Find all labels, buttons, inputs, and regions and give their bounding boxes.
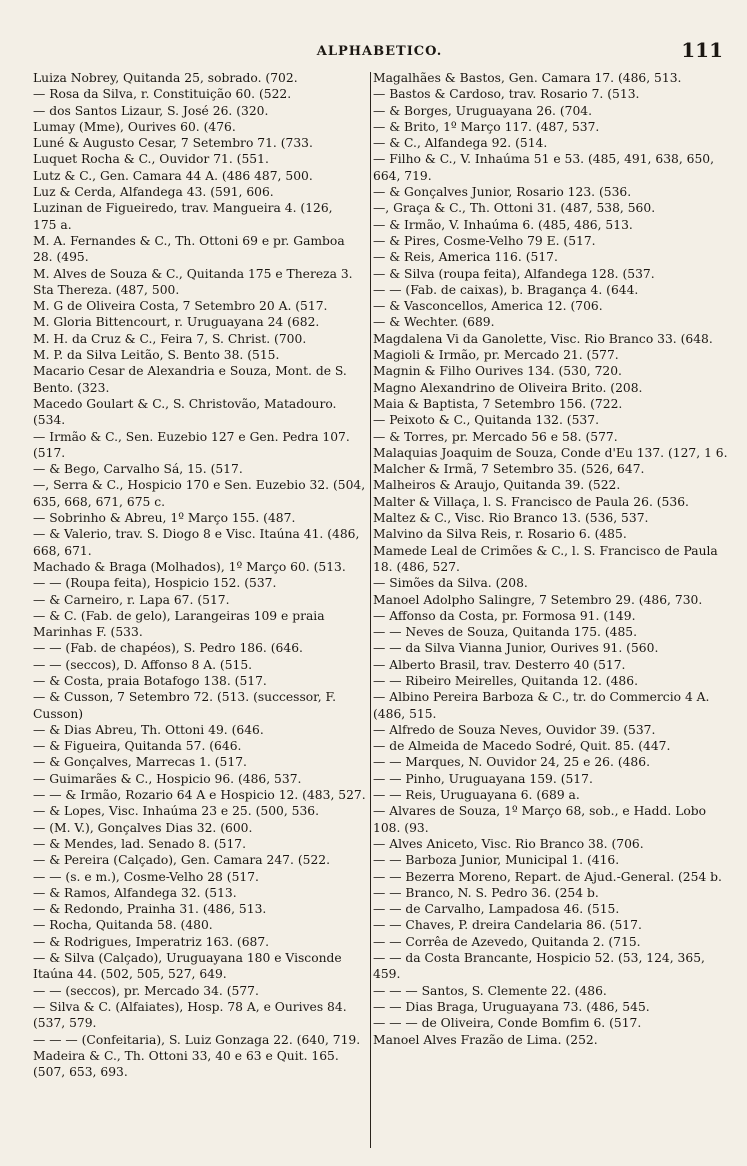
directory-entry: — & Pereira (Calçado), Gen. Camara 247. (522.: [33, 853, 330, 868]
directory-entry: — — Reis, Uruguayana 6. (689 a.: [373, 788, 580, 803]
directory-entry: — — Marques, N. Ouvidor 24, 25 e 26. (486.: [373, 755, 650, 770]
directory-entry: Lumay (Mme), Ourives 60. (476.: [33, 119, 236, 134]
directory-entry: Malvino da Silva Reis, r. Rosario 6. (485.: [373, 527, 627, 542]
directory-entry: — Irmão & C., Sen. Euzebio 127 e Gen. Pedra 107. (517.: [33, 429, 350, 460]
directory-entry: M. H. da Cruz & C., Feira 7, S. Christ. (700.: [33, 331, 307, 346]
directory-entry: Magalhães & Bastos, Gen. Camara 17. (486, 513.: [373, 71, 682, 85]
directory-columns: [33, 70, 734, 1150]
directory-entry: — — — (Confeitaria), S. Luiz Gonzaga 22. (640, 719.: [33, 1032, 361, 1047]
directory-entry: — & Cusson, 7 Setembro 72. (513. (successor, F. Cusson): [33, 690, 337, 721]
directory-entry: — — — de Oliveira, Conde Bomfim 6. (517.: [373, 1016, 642, 1031]
directory-entry: — & Costa, praia Botafogo 138. (517.: [33, 673, 267, 688]
directory-entry: — Alfredo de Souza Neves, Ouvidor 39. (537.: [373, 722, 656, 737]
directory-entry: Lutz & C., Gen. Camara 44 A. (486 487, 500.: [33, 168, 313, 183]
directory-entry: — & Borges, Uruguayana 26. (704.: [373, 103, 593, 118]
directory-entry: — — Neves de Souza, Quitanda 175. (485.: [373, 625, 638, 640]
directory-entry: Maltez & C., Visc. Rio Branco 13. (536, 537.: [373, 511, 649, 526]
directory-entry: — — Corrêa de Azevedo, Quitanda 2. (715.: [373, 934, 641, 949]
directory-entry: Malcher & Irmã, 7 Setembro 35. (526, 647.: [373, 462, 645, 477]
directory-entry: — & Silva (roupa feita), Alfandega 128. (537.: [373, 266, 655, 281]
directory-entry: —, Graça & C., Th. Ottoni 31. (487, 538, 560.: [373, 201, 656, 216]
page-number: 111: [681, 38, 723, 62]
directory-entry: Magioli & Irmão, pr. Mercado 21. (577.: [373, 348, 619, 363]
directory-entry: — & Mendes, lad. Senado 8. (517.: [33, 836, 247, 851]
directory-entry: Manoel Adolpho Salingre, 7 Setembro 29. (486, 730.: [373, 592, 703, 607]
directory-entry: — — Dias Braga, Uruguayana 73. (486, 545.: [373, 999, 650, 1014]
directory-entry: — — (seccos), D. Affonso 8 A. (515.: [33, 657, 253, 672]
directory-entry: — & Torres, pr. Mercado 56 e 58. (577.: [373, 429, 618, 444]
directory-entry: Manoel Alves Frazão de Lima. (252.: [373, 1032, 598, 1047]
directory-entry: — & Gonçalves, Marrecas 1. (517.: [33, 755, 247, 770]
directory-entry: — & Figueira, Quitanda 57. (646.: [33, 739, 242, 754]
directory-entry: — — — Santos, S. Clemente 22. (486.: [373, 983, 607, 998]
directory-entry: — — Barboza Junior, Municipal 1. (416.: [373, 853, 620, 868]
directory-entry: Malter & Villaça, l. S. Francisco de Paula 26. (536.: [373, 494, 689, 509]
directory-entry: Luiza Nobrey, Quitanda 25, sobrado. (702.: [33, 71, 298, 85]
directory-entry: — & Valerio, trav. S. Diogo 8 e Visc. Itaúna 41. (486, 668, 671.: [33, 527, 360, 558]
directory-entry: — & C., Alfandega 92. (514.: [373, 136, 548, 151]
directory-entry: — — Ribeiro Meirelles, Quitanda 12. (486.: [373, 673, 638, 688]
directory-entry: — — (s. e m.), Cosme-Velho 28 (517.: [33, 869, 259, 884]
directory-entry: — — (Fab. de caixas), b. Bragança 4. (644.: [373, 282, 639, 297]
directory-entry: — & C. (Fab. de gelo), Larangeiras 109 e praia Marinhas F. (533.: [33, 608, 325, 640]
directory-entry: — & Irmão, V. Inhaúma 6. (485, 486, 513.: [373, 217, 633, 232]
directory-entry: — Rosa da Silva, r. Constituição 60. (522.: [33, 87, 292, 102]
directory-entry: — Rocha, Quitanda 58. (480.: [33, 918, 213, 933]
directory-entry: — & Brito, 1º Março 117. (487, 537.: [373, 119, 600, 134]
directory-entry: — Alves Aniceto, Visc. Rio Branco 38. (706.: [373, 836, 644, 851]
directory-entry: — — (Roupa feita), Hospicio 152. (537.: [33, 576, 277, 591]
directory-entry: Mamede Leal de Crimões & C., l. S. Francisco de Paula 18. (486, 527.: [373, 543, 718, 574]
directory-entry: — & Dias Abreu, Th. Ottoni 49. (646.: [33, 722, 264, 737]
directory-entry: — Guimarães & C., Hospicio 96. (486, 537.: [33, 771, 302, 786]
directory-entry: — & Ramos, Alfandega 32. (513.: [33, 885, 237, 900]
directory-entry: Magdalena Vi da Ganolette, Visc. Rio Branco 33. (648.: [373, 331, 713, 346]
directory-entry: M. A. Fernandes & C., Th. Ottoni 69 e pr. Gamboa 28. (495.: [33, 233, 345, 265]
directory-entry: — — da Costa Brancante, Hospicio 52. (53, 124, 365, 459.: [373, 951, 705, 982]
directory-entry: — & Carneiro, r. Lapa 67. (517.: [33, 592, 230, 607]
directory-entry: Luz & Cerda, Alfandega 43. (591, 606.: [33, 185, 274, 200]
directory-entry: — — & Irmão, Rozario 64 A e Hospicio 12. (483, 527.: [33, 788, 366, 803]
directory-entry: — Sobrinho & Abreu, 1º Março 155. (487.: [33, 511, 296, 526]
directory-entry: — & Bego, Carvalho Sá, 15. (517.: [33, 462, 243, 477]
directory-entry: M. Alves de Souza & C., Quitanda 175 e Thereza 3. Sta Thereza. (487, 500.: [33, 266, 353, 297]
directory-entry: Luné & Augusto Cesar, 7 Setembro 71. (733.: [33, 136, 313, 151]
directory-entry: — Peixoto & C., Quitanda 132. (537.: [373, 413, 599, 428]
directory-entry: — — Branco, N. S. Pedro 36. (254 b.: [373, 885, 599, 900]
directory-entry: Madeira & C., Th. Ottoni 33, 40 e 63 e Quit. 165. (507, 653, 693.: [33, 1048, 339, 1080]
directory-entry: — & Silva (Calçado), Uruguayana 180 e Visconde Itaúna 44. (502, 505, 527, 649.: [33, 951, 342, 982]
directory-entry: Luquet Rocha & C., Ouvidor 71. (551.: [33, 152, 269, 167]
directory-entry: — & Rodrigues, Imperatriz 163. (687.: [33, 934, 270, 949]
directory-entry: — Alberto Brasil, trav. Desterro 40 (517.: [373, 657, 626, 672]
directory-entry: Macedo Goulart & C., S. Christovão, Matadouro. (534.: [33, 396, 337, 428]
directory-entry: — Alvares de Souza, 1º Março 68, sob., e Hadd. Lobo 108. (93.: [373, 804, 707, 835]
directory-entry: Malheiros & Araujo, Quitanda 39. (522.: [373, 478, 621, 493]
directory-entry: 175 a.: [33, 217, 72, 232]
page-header: [32, 38, 727, 68]
directory-entry: Magno Alexandrino de Oliveira Brito. (208.: [373, 380, 643, 395]
directory-entry: — — da Silva Vianna Junior, Ourives 91. (560.: [373, 641, 659, 656]
directory-entry: — & Lopes, Visc. Inhaúma 23 e 25. (500, 536.: [33, 804, 320, 819]
directory-entry: — — de Carvalho, Lampadosa 46. (515.: [373, 902, 620, 917]
directory-entry: — Simões da Silva. (208.: [373, 576, 528, 591]
directory-entry: — — Pinho, Uruguayana 159. (517.: [373, 771, 593, 786]
directory-entry: — — (Fab. de chapéos), S. Pedro 186. (646.: [33, 641, 303, 656]
directory-entry: — — (seccos), pr. Mercado 34. (577.: [33, 983, 259, 998]
directory-entry: Machado & Braga (Molhados), 1º Março 60. (513.: [33, 559, 346, 574]
directory-entry: — Silva & C. (Alfaiates), Hosp. 78 A, e Ourives 84. (537, 579.: [33, 999, 347, 1031]
directory-entry: Malaquias Joaquim de Souza, Conde d'Eu 137. (127, 1 6.: [373, 445, 728, 460]
directory-entry: M. Gloria Bittencourt, r. Uruguayana 24 (682.: [33, 315, 320, 330]
directory-entry: — — Bezerra Moreno, Repart. de Ajud.-General. (254 b.: [373, 869, 722, 884]
column-divider: [370, 72, 371, 1148]
directory-entry: — dos Santos Lizaur, S. José 26. (320.: [33, 103, 269, 118]
directory-entry: —, Serra & C., Hospicio 170 e Sen. Euzebio 32. (504, 635, 668, 671, 675 c.: [33, 478, 366, 509]
directory-entry: Magnin & Filho Ourives 134. (530, 720.: [373, 364, 622, 379]
running-title: ALPHABETICO.: [316, 44, 443, 59]
directory-entry: M. P. da Silva Leitão, S. Bento 38. (515.: [33, 348, 280, 363]
directory-entry: — Filho & C., V. Inhaúma 51 e 53. (485, 491, 638, 650, 664, 719.: [373, 152, 715, 183]
directory-entry: Luzinan de Figueiredo, trav. Mangueira 4. (126,: [33, 201, 333, 216]
directory-entry: — — Chaves, P. dreira Candelaria 86. (517.: [373, 918, 642, 933]
directory-entry: — & Redondo, Prainha 31. (486, 513.: [33, 902, 267, 917]
directory-entry: — & Pires, Cosme-Velho 79 E. (517.: [373, 233, 596, 248]
directory-entry: M. G de Oliveira Costa, 7 Setembro 20 A. (517.: [33, 299, 328, 314]
directory-entry: — & Gonçalves Junior, Rosario 123. (536.: [373, 185, 632, 200]
left-column: [33, 70, 368, 1150]
directory-entry: — (M. V.), Gonçalves Dias 32. (600.: [33, 820, 253, 835]
directory-entry: — Affonso da Costa, pr. Formosa 91. (149.: [373, 608, 636, 623]
directory-entry: — de Almeida de Macedo Sodré, Quit. 85. (447.: [373, 739, 671, 754]
directory-entry: — Albino Pereira Barboza & C., tr. do Commercio 4 A. (486, 515.: [373, 690, 710, 721]
directory-entry: — & Wechter. (689.: [373, 315, 495, 330]
directory-entry: Macario Cesar de Alexandria e Souza, Mont. de S. Bento. (323.: [33, 364, 347, 395]
directory-entry: — & Reis, America 116. (517.: [373, 250, 558, 265]
directory-entry: — Bastos & Cardoso, trav. Rosario 7. (513.: [373, 87, 640, 102]
directory-entry: Maia & Baptista, 7 Setembro 156. (722.: [373, 396, 623, 411]
directory-entry: — & Vasconcellos, America 12. (706.: [373, 299, 603, 314]
right-column: [373, 70, 734, 1150]
